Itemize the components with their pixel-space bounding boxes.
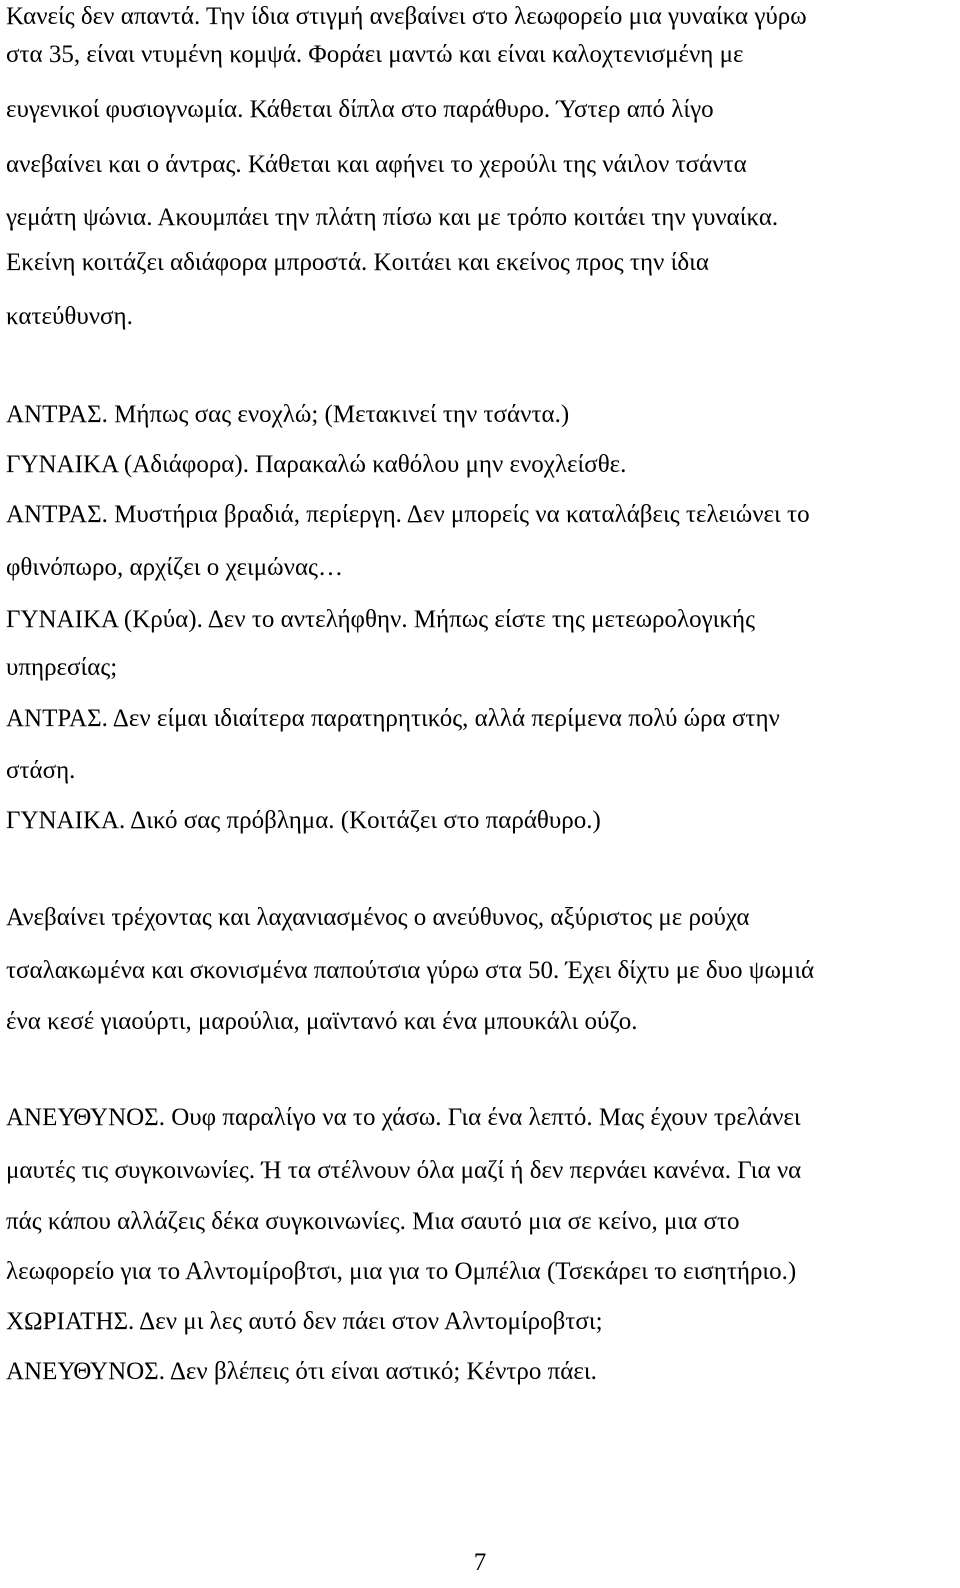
- text-line: στάση.: [6, 757, 76, 784]
- text-line: ΓΥΝΑΙΚΑ (Κρύα). Δεν το αντελήφθην. Μήπως είστε της μετεωρολογικής: [6, 606, 755, 633]
- text-line: ΑΝΤΡΑΣ. Μυστήρια βραδιά, περίεργη. Δεν μπορείς να καταλάβεις τελειώνει το: [6, 501, 810, 528]
- text-line: λεωφορείο για το Αλντομίροβτσι, μια για το Ομπέλια (Τσεκάρει το εισητήριο.): [6, 1258, 797, 1285]
- text-line: στα 35, είναι ντυμένη κομψά. Φοράει μαντώ και είναι καλοχτενισμένη με: [6, 41, 744, 68]
- text-line: ανεβαίνει και ο άντρας. Κάθεται και αφήνει το χερούλι της νάιλον τσάντα: [6, 151, 747, 178]
- text-line: κατεύθυνση.: [6, 303, 133, 330]
- text-line: ΑΝΤΡΑΣ. Δεν είμαι ιδιαίτερα παρατηρητικός, αλλά περίμενα πολύ ώρα στην: [6, 705, 780, 732]
- text-line: Ανεβαίνει τρέχοντας και λαχανιασμένος ο ανεύθυνος, αξύριστος με ρούχα: [6, 904, 750, 931]
- text-line: Κανείς δεν απαντά. Την ίδια στιγμή ανεβαίνει στο λεωφορείο μια γυναίκα γύρω: [6, 3, 807, 30]
- text-line: ΑΝΕΥΘΥΝΟΣ. Δεν βλέπεις ότι είναι αστικό; Κέντρο πάει.: [6, 1358, 597, 1385]
- text-line: Εκείνη κοιτάζει αδιάφορα μπροστά. Κοιτάει και εκείνος προς την ίδια: [6, 249, 709, 276]
- page-number: 7: [473, 1549, 487, 1576]
- text-line: ΑΝΕΥΘΥΝΟΣ. Ουφ παραλίγο να το χάσω. Για ένα λεπτό. Μας έχουν τρελάνει: [6, 1104, 801, 1131]
- text-line: τσαλακωμένα και σκονισμένα παπούτσια γύρω στα 50. Έχει δίχτυ με δυο ψωμιά: [6, 957, 815, 984]
- text-line: γεμάτη ψώνια. Ακουμπάει την πλάτη πίσω και με τρόπο κοιτάει την γυναίκα.: [6, 204, 779, 231]
- text-line: μαυτές τις συγκοινωνίες. Ή τα στέλνουν όλα μαζί ή δεν περνάει κανένα. Για να: [6, 1157, 802, 1184]
- document-page: [6, 0, 954, 1588]
- text-line: ΧΩΡΙΑΤΗΣ. Δεν μι λες αυτό δεν πάει στον Αλντομίροβτσι;: [6, 1308, 603, 1335]
- text-line: ΓΥΝΑΙΚΑ (Αδιάφορα). Παρακαλώ καθόλου μην ενοχλείσθε.: [6, 451, 627, 478]
- text-line: υπηρεσίας;: [6, 654, 118, 681]
- text-line: ένα κεσέ γιαούρτι, μαρούλια, μαϊντανό και ένα μπουκάλι ούζο.: [6, 1008, 638, 1035]
- text-line: ευγενικοί φυσιογνωμία. Κάθεται δίπλα στο παράθυρο. Ύστερ από λίγο: [6, 96, 714, 123]
- text-line: ΓΥΝΑΙΚΑ. Δικό σας πρόβλημα. (Κοιτάζει στο παράθυρο.): [6, 807, 601, 834]
- text-line: ΑΝΤΡΑΣ. Μήπως σας ενοχλώ; (Μετακινεί την τσάντα.): [6, 401, 570, 428]
- text-line: φθινόπωρο, αρχίζει ο χειμώνας…: [6, 554, 343, 581]
- text-line: πάς κάπου αλλάζεις δέκα συγκοινωνίες. Μια σαυτό μια σε κείνο, μια στο: [6, 1208, 740, 1235]
